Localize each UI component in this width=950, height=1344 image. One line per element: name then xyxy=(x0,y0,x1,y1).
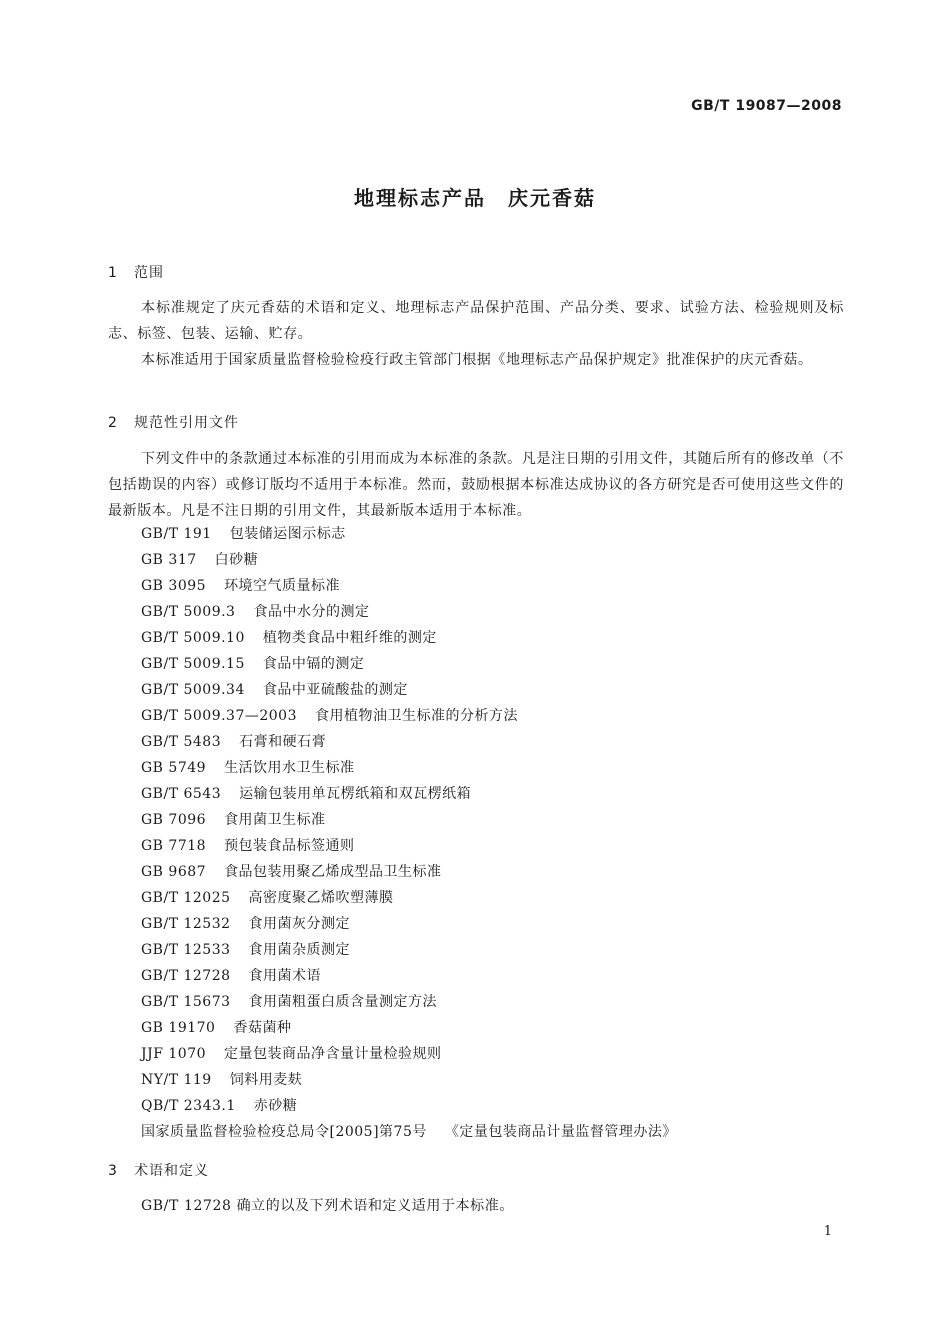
reference-code: GB/T 12025 xyxy=(141,890,231,906)
reference-item xyxy=(141,755,677,781)
reference-item xyxy=(141,963,677,989)
reference-code: GB/T 5009.34 xyxy=(141,682,245,698)
reference-title: 食品中镉的测定 xyxy=(262,656,365,672)
reference-title: 香菇菌种 xyxy=(233,1020,292,1036)
section-heading-normative-references xyxy=(108,412,239,432)
reference-title: 高密度聚乙烯吹塑薄膜 xyxy=(248,890,394,906)
reference-title: 运输包装用单瓦楞纸箱和双瓦楞纸箱 xyxy=(239,786,472,802)
reference-item xyxy=(141,859,677,885)
reference-code: GB/T 12533 xyxy=(141,942,231,958)
reference-title: 包装储运图示标志 xyxy=(229,526,346,542)
section-title: 规范性引用文件 xyxy=(134,415,239,431)
reference-item xyxy=(141,989,677,1015)
scope-paragraph-1: 本标准规定了庆元香菇的术语和定义、地理标志产品保护范围、产品分类、要求、试验方法、检验规则及标志、标签、包装、运输、贮存。 xyxy=(108,300,844,342)
reference-code: GB/T 5009.3 xyxy=(141,604,236,620)
reference-code: GB 7096 xyxy=(141,812,207,828)
reference-code: GB 7718 xyxy=(141,838,207,854)
reference-code: NY/T 119 xyxy=(141,1072,212,1088)
references-intro-paragraph: 下列文件中的条款通过本标准的引用而成为本标准的条款。凡是注日期的引用文件，其随后所有的修改单（不包括勘误的内容）或修订版均不适用于本标准。然而，鼓励根据本标准达成协议的各方研究是否可使用这些文件的最新版本。凡是不注日期的引用文件，其最新版本适用于本标准。 xyxy=(108,451,844,519)
reference-code: GB/T 191 xyxy=(141,526,212,542)
reference-code: GB/T 12532 xyxy=(141,916,231,932)
reference-item xyxy=(141,1041,677,1067)
reference-code: GB/T 6543 xyxy=(141,786,222,802)
reference-code: GB 9687 xyxy=(141,864,207,880)
reference-title: 食用菌灰分测定 xyxy=(248,916,351,932)
reference-title: 预包装食品标签通则 xyxy=(224,838,355,854)
reference-item xyxy=(141,781,677,807)
reference-item xyxy=(141,937,677,963)
reference-title: 食用植物油卫生标准的分析方法 xyxy=(315,708,518,724)
reference-title: 白砂糖 xyxy=(214,552,259,568)
reference-item xyxy=(141,1093,677,1119)
section-heading-terms-definitions xyxy=(108,1160,209,1180)
reference-title: 环境空气质量标准 xyxy=(224,578,341,594)
page-number: 1 xyxy=(823,1224,832,1239)
reference-title: 石膏和硬石膏 xyxy=(239,734,327,750)
reference-title: 食品包装用聚乙烯成型品卫生标准 xyxy=(224,864,442,880)
reference-item xyxy=(141,1119,677,1145)
reference-title: 赤砂糖 xyxy=(253,1098,298,1114)
reference-item xyxy=(141,703,677,729)
reference-title: 饲料用麦麸 xyxy=(229,1072,303,1088)
section-heading-scope xyxy=(108,262,164,282)
reference-title: 植物类食品中粗纤维的测定 xyxy=(262,630,437,646)
reference-item xyxy=(141,1067,677,1093)
reference-code: 国家质量监督检验检疫总局令[2005]第75号 xyxy=(141,1124,427,1140)
reference-code: GB 3095 xyxy=(141,578,207,594)
reference-title: 食用菌杂质测定 xyxy=(248,942,351,958)
reference-title: 食用菌术语 xyxy=(248,968,322,984)
reference-code: GB 317 xyxy=(141,552,197,568)
section-number: 3 xyxy=(108,1163,118,1179)
reference-title: 定量包装商品净含量计量检验规则 xyxy=(224,1046,442,1062)
terms-intro-paragraph: GB/T 12728 确立的以及下列术语和定义适用于本标准。 xyxy=(141,1198,514,1214)
scope-paragraph-2: 本标准适用于国家质量监督检验检疫行政主管部门根据《地理标志产品保护规定》批准保护的庆元香菇。 xyxy=(141,352,813,368)
reference-code: GB 5749 xyxy=(141,760,207,776)
reference-title: 《定量包装商品计量监督管理办法》 xyxy=(444,1124,677,1140)
section-title: 范围 xyxy=(134,265,164,281)
reference-item xyxy=(141,833,677,859)
standard-code: GB/T 19087—2008 xyxy=(691,98,842,114)
reference-item xyxy=(141,547,677,573)
reference-item xyxy=(141,573,677,599)
reference-item xyxy=(141,729,677,755)
section-title: 术语和定义 xyxy=(134,1163,209,1179)
reference-title: 食品中亚硫酸盐的测定 xyxy=(262,682,408,698)
document-title: 地理标志产品 庆元香菇 xyxy=(354,186,596,210)
reference-title: 生活饮用水卫生标准 xyxy=(224,760,355,776)
reference-item xyxy=(141,911,677,937)
reference-code: JJF 1070 xyxy=(141,1046,207,1062)
reference-list xyxy=(141,521,677,1145)
reference-title: 食用菌粗蛋白质含量测定方法 xyxy=(248,994,438,1010)
reference-item xyxy=(141,625,677,651)
reference-code: QB/T 2343.1 xyxy=(141,1098,236,1114)
reference-code: GB/T 15673 xyxy=(141,994,231,1010)
reference-item xyxy=(141,807,677,833)
reference-title: 食品中水分的测定 xyxy=(253,604,370,620)
section-number: 1 xyxy=(108,265,118,281)
reference-code: GB/T 5009.15 xyxy=(141,656,245,672)
reference-item xyxy=(141,677,677,703)
reference-code: GB 19170 xyxy=(141,1020,216,1036)
reference-item xyxy=(141,651,677,677)
reference-code: GB/T 5483 xyxy=(141,734,222,750)
section-number: 2 xyxy=(108,415,118,431)
reference-code: GB/T 5009.37—2003 xyxy=(141,708,297,724)
reference-item xyxy=(141,521,677,547)
reference-item xyxy=(141,1015,677,1041)
reference-item xyxy=(141,885,677,911)
reference-item xyxy=(141,599,677,625)
reference-code: GB/T 5009.10 xyxy=(141,630,245,646)
reference-code: GB/T 12728 xyxy=(141,968,231,984)
reference-title: 食用菌卫生标准 xyxy=(224,812,326,828)
